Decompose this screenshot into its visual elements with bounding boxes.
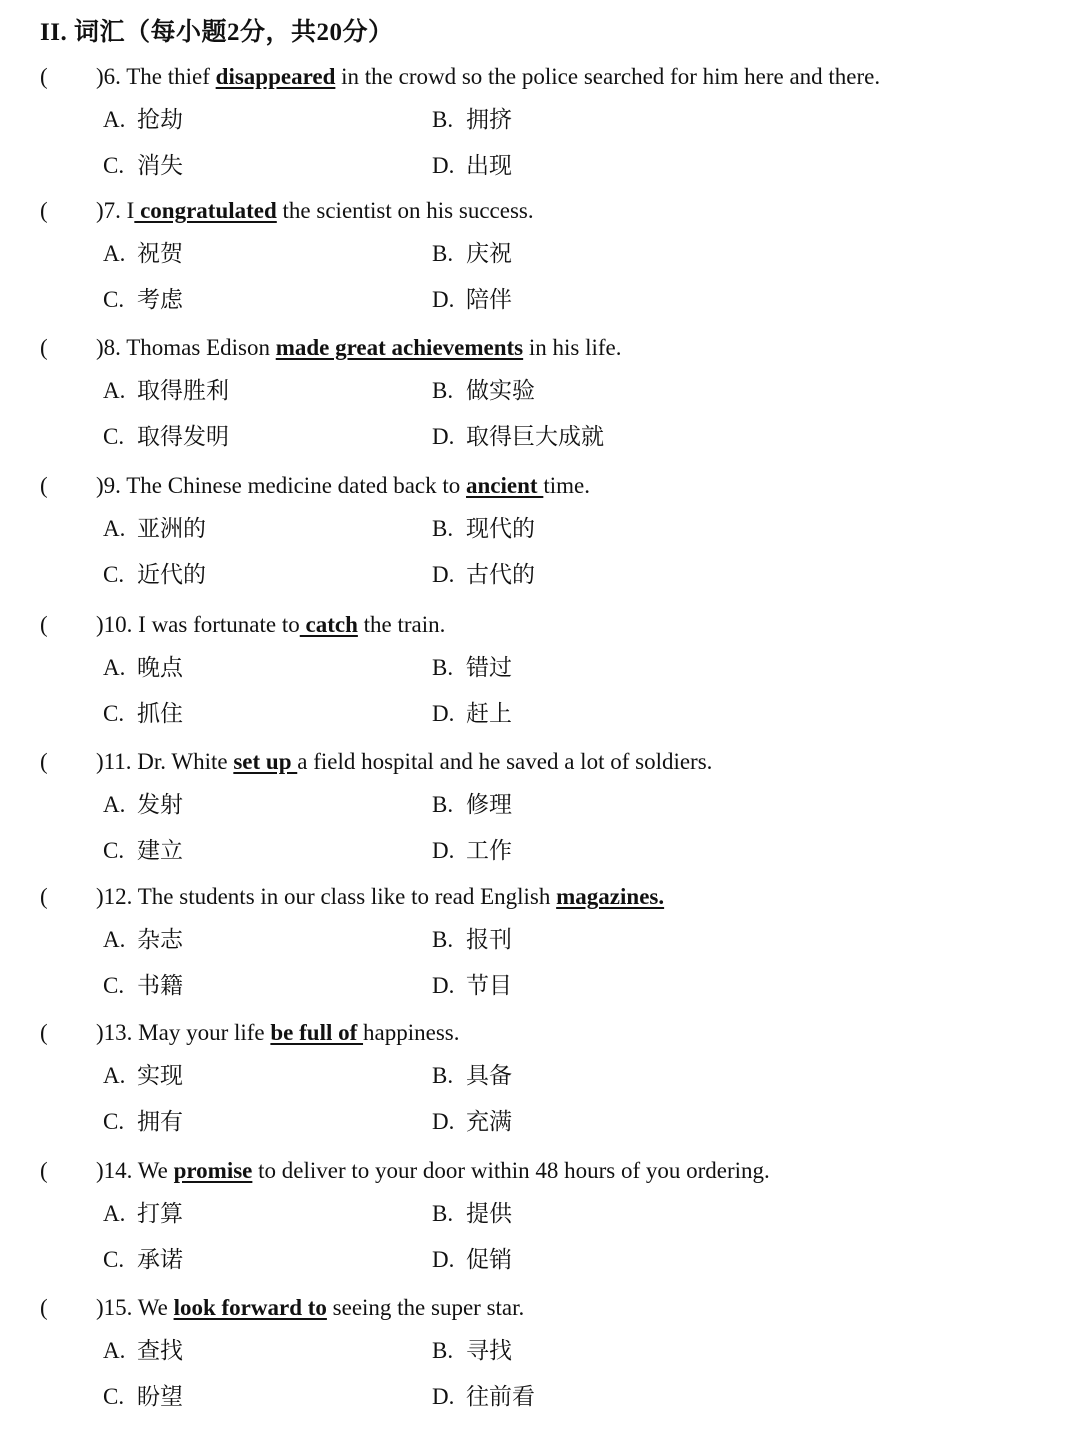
- stem-text-after: the scientist on his success.: [276, 198, 534, 223]
- option-text: 古代的: [466, 562, 535, 587]
- option-text: 取得发明: [137, 424, 229, 449]
- section-title: II. 词汇（每小题2分，共20分）: [40, 19, 394, 46]
- question-7: [0, 191, 1080, 327]
- question-13: [0, 1013, 1080, 1149]
- option-text: 修理: [466, 792, 512, 817]
- option-text: 打算: [137, 1201, 183, 1226]
- option-text: 现代的: [466, 516, 535, 541]
- stem-text-after: in the crowd so the police searched for him here and there.: [335, 64, 881, 89]
- option-b[interactable]: [432, 1059, 512, 1093]
- option-b[interactable]: [432, 103, 512, 137]
- option-text: 陪伴: [466, 287, 512, 312]
- question-stem: [40, 191, 534, 231]
- option-d[interactable]: [432, 558, 535, 592]
- option-b[interactable]: [432, 923, 512, 957]
- option-letter: D.: [432, 973, 455, 998]
- option-a[interactable]: [103, 512, 206, 546]
- stem-keyword: magazines.: [556, 884, 665, 909]
- question-10: [0, 605, 1080, 741]
- option-text: 承诺: [137, 1247, 183, 1272]
- option-d[interactable]: [432, 834, 512, 868]
- option-letter: B.: [432, 792, 454, 817]
- option-letter: A.: [103, 516, 126, 541]
- option-text: 具备: [466, 1063, 512, 1088]
- option-letter: B.: [432, 378, 454, 403]
- stem-text-after: the train.: [357, 612, 446, 637]
- stem-keyword: ancient: [466, 473, 544, 498]
- question-stem: [40, 1013, 460, 1053]
- option-a[interactable]: [103, 923, 183, 957]
- question-stem: [40, 877, 664, 917]
- question-stem: [40, 605, 445, 645]
- stem-keyword: congratulated: [134, 198, 277, 223]
- option-c[interactable]: [103, 969, 183, 1003]
- option-letter: C.: [103, 1109, 125, 1134]
- option-letter: B.: [432, 516, 454, 541]
- option-letter: B.: [432, 927, 454, 952]
- option-letter: D.: [432, 701, 455, 726]
- option-letter: D.: [432, 424, 455, 449]
- question-6: [0, 57, 1080, 193]
- option-d[interactable]: [432, 697, 512, 731]
- stem-keyword: look forward to: [173, 1295, 327, 1320]
- option-letter: D.: [432, 1109, 455, 1134]
- stem-text-after: happiness.: [363, 1020, 460, 1045]
- option-text: 往前看: [466, 1384, 535, 1409]
- question-14: [0, 1151, 1080, 1287]
- option-text: 近代的: [137, 562, 206, 587]
- option-letter: B.: [432, 241, 454, 266]
- option-b[interactable]: [432, 237, 512, 271]
- answer-paren[interactable]: (: [40, 198, 48, 223]
- option-letter: D.: [432, 1247, 455, 1272]
- question-stem: [40, 57, 880, 97]
- option-c[interactable]: [103, 558, 206, 592]
- stem-text-before: )12. The students in our class like to read English: [96, 884, 557, 909]
- option-d[interactable]: [432, 1380, 535, 1414]
- option-b[interactable]: [432, 1197, 512, 1231]
- stem-text-before: )10. I was fortunate to: [96, 612, 300, 637]
- stem-keyword: catch: [299, 612, 358, 637]
- question-8: [0, 328, 1080, 464]
- option-text: 考虑: [137, 287, 183, 312]
- option-letter: B.: [432, 1338, 454, 1363]
- option-letter: A.: [103, 655, 126, 680]
- option-letter: C.: [103, 701, 125, 726]
- answer-paren[interactable]: (: [40, 64, 48, 89]
- stem-text-before: )7. I: [96, 198, 135, 223]
- option-text: 庆祝: [466, 241, 512, 266]
- question-9: [0, 466, 1080, 602]
- stem-text-before: )6. The thief: [96, 64, 216, 89]
- option-letter: C.: [103, 424, 125, 449]
- option-letter: A.: [103, 378, 126, 403]
- option-text: 祝贺: [137, 241, 183, 266]
- option-text: 消失: [137, 153, 183, 178]
- option-c[interactable]: [103, 283, 183, 317]
- answer-paren[interactable]: (: [40, 884, 48, 909]
- stem-keyword: set up: [233, 749, 298, 774]
- answer-paren[interactable]: (: [40, 335, 48, 360]
- option-letter: A.: [103, 1201, 126, 1226]
- option-text: 发射: [137, 792, 183, 817]
- stem-text-before: )9. The Chinese medicine dated back to: [96, 473, 467, 498]
- option-text: 建立: [137, 838, 183, 863]
- option-b[interactable]: [432, 374, 535, 408]
- option-letter: B.: [432, 107, 454, 132]
- option-letter: A.: [103, 1063, 126, 1088]
- option-a[interactable]: [103, 103, 183, 137]
- option-text: 盼望: [137, 1384, 183, 1409]
- stem-text-before: )13. May your life: [96, 1020, 271, 1045]
- option-text: 寻找: [466, 1338, 512, 1363]
- option-c[interactable]: [103, 1105, 183, 1139]
- option-letter: A.: [103, 927, 126, 952]
- option-letter: D.: [432, 1384, 455, 1409]
- option-text: 充满: [466, 1109, 512, 1134]
- stem-text-after: seeing the super star.: [326, 1295, 525, 1320]
- stem-keyword: promise: [173, 1158, 253, 1183]
- option-text: 赶上: [466, 701, 512, 726]
- option-text: 取得巨大成就: [466, 424, 604, 449]
- option-a[interactable]: [103, 237, 183, 271]
- question-12: [0, 877, 1080, 1013]
- option-d[interactable]: [432, 969, 512, 1003]
- question-11: [0, 742, 1080, 878]
- question-stem: [40, 466, 590, 506]
- question-stem: [40, 1151, 770, 1191]
- question-stem: [40, 328, 622, 368]
- option-text: 促销: [466, 1247, 512, 1272]
- option-letter: C.: [103, 562, 125, 587]
- option-b[interactable]: [432, 651, 512, 685]
- answer-paren[interactable]: (: [40, 612, 48, 637]
- stem-keyword: disappeared: [215, 64, 336, 89]
- stem-keyword: made great achievements: [275, 335, 524, 360]
- option-text: 提供: [466, 1201, 512, 1226]
- question-stem: [40, 1288, 524, 1328]
- option-text: 书籍: [137, 973, 183, 998]
- option-letter: C.: [103, 287, 125, 312]
- stem-text-after: in his life.: [523, 335, 622, 360]
- option-a[interactable]: [103, 1334, 183, 1368]
- option-letter: D.: [432, 153, 455, 178]
- answer-paren[interactable]: (: [40, 1020, 48, 1045]
- option-letter: C.: [103, 1247, 125, 1272]
- option-text: 报刊: [466, 927, 512, 952]
- option-c[interactable]: [103, 1380, 183, 1414]
- option-b[interactable]: [432, 1334, 512, 1368]
- stem-text-before: )11. Dr. White: [96, 749, 234, 774]
- option-c[interactable]: [103, 149, 183, 183]
- option-text: 工作: [466, 838, 512, 863]
- answer-paren[interactable]: (: [40, 749, 48, 774]
- option-letter: C.: [103, 838, 125, 863]
- option-text: 取得胜利: [137, 378, 229, 403]
- option-text: 抢劫: [137, 107, 183, 132]
- option-text: 实现: [137, 1063, 183, 1088]
- option-c[interactable]: [103, 1243, 183, 1277]
- stem-text-after: time.: [543, 473, 590, 498]
- option-letter: D.: [432, 562, 455, 587]
- option-d[interactable]: [432, 1105, 512, 1139]
- option-text: 拥有: [137, 1109, 183, 1134]
- stem-text-before: )14. We: [96, 1158, 174, 1183]
- answer-paren[interactable]: (: [40, 473, 48, 498]
- answer-paren[interactable]: (: [40, 1158, 48, 1183]
- option-text: 出现: [466, 153, 512, 178]
- option-a[interactable]: [103, 374, 229, 408]
- option-letter: D.: [432, 287, 455, 312]
- option-text: 晚点: [137, 655, 183, 680]
- option-c[interactable]: [103, 420, 229, 454]
- option-letter: B.: [432, 1063, 454, 1088]
- option-letter: B.: [432, 1201, 454, 1226]
- option-c[interactable]: [103, 697, 183, 731]
- option-c[interactable]: [103, 834, 183, 868]
- option-letter: C.: [103, 973, 125, 998]
- answer-paren[interactable]: (: [40, 1295, 48, 1320]
- option-letter: A.: [103, 241, 126, 266]
- option-text: 查找: [137, 1338, 183, 1363]
- option-letter: A.: [103, 792, 126, 817]
- option-text: 拥挤: [466, 107, 512, 132]
- question-15: [0, 1288, 1080, 1424]
- option-a[interactable]: [103, 1059, 183, 1093]
- option-letter: C.: [103, 153, 125, 178]
- option-text: 做实验: [466, 378, 535, 403]
- option-b[interactable]: [432, 788, 512, 822]
- option-d[interactable]: [432, 420, 604, 454]
- stem-text-before: )8. Thomas Edison: [96, 335, 276, 360]
- stem-text-after: to deliver to your door within 48 hours of you ordering.: [252, 1158, 770, 1183]
- stem-text-before: )15. We: [96, 1295, 174, 1320]
- option-d[interactable]: [432, 1243, 512, 1277]
- option-text: 抓住: [137, 701, 183, 726]
- option-letter: B.: [432, 655, 454, 680]
- option-text: 杂志: [137, 927, 183, 952]
- option-b[interactable]: [432, 512, 535, 546]
- option-letter: D.: [432, 838, 455, 863]
- option-text: 亚洲的: [137, 516, 206, 541]
- option-letter: A.: [103, 1338, 126, 1363]
- option-d[interactable]: [432, 149, 512, 183]
- option-a[interactable]: [103, 651, 183, 685]
- stem-text-after: a field hospital and he saved a lot of soldiers.: [297, 749, 713, 774]
- option-text: 错过: [466, 655, 512, 680]
- option-a[interactable]: [103, 788, 183, 822]
- option-letter: A.: [103, 107, 126, 132]
- stem-keyword: be full of: [270, 1020, 364, 1045]
- option-letter: C.: [103, 1384, 125, 1409]
- option-a[interactable]: [103, 1197, 183, 1231]
- question-stem: [40, 742, 712, 782]
- option-text: 节目: [466, 973, 512, 998]
- option-d[interactable]: [432, 283, 512, 317]
